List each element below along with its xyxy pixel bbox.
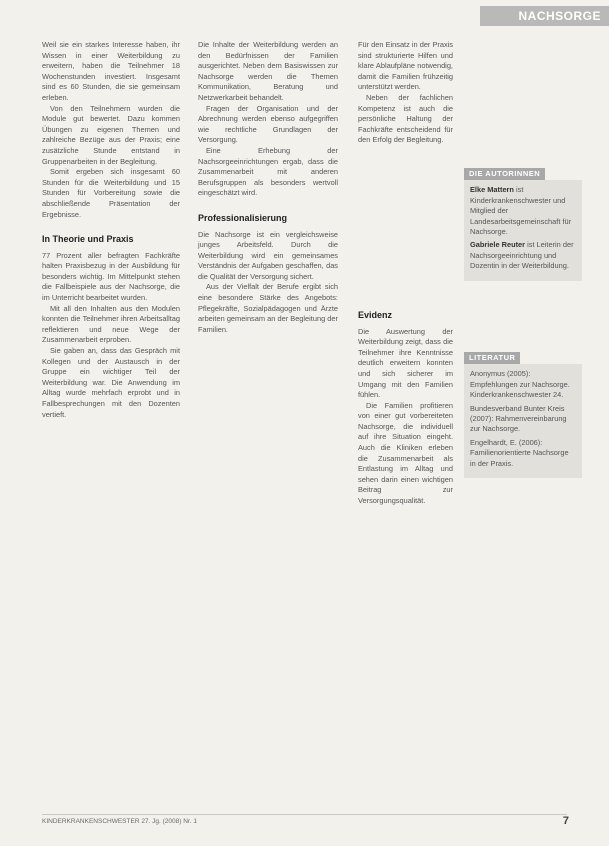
literature-entry: Engelhardt, E. (2006): Familienorientierte Nachsorge in der Praxis. (470, 437, 569, 468)
author-description: ist Leiterin der Nachsorgeeinrichtung und Dozentin in der Weiterbildung. (470, 240, 574, 271)
paragraph: Die Auswertung der Weiterbildung zeigt, dass die Teilnehmer ihre Kenntnisse deutlich erweitern konnten und sich sicherer im Umgang mit den Familien fühlen. (358, 326, 453, 400)
page-number: 7 (562, 815, 569, 827)
section-heading: In Theorie und Praxis (42, 234, 134, 245)
footer-citation: KINDERKRANKENSCHWESTER 27. Jg. (2008) Nr. 1 (42, 818, 197, 825)
section-header-band (480, 6, 609, 26)
section-heading: Evidenz (358, 309, 393, 320)
paragraph: Die Nachsorge ist ein vergleichsweise junges Arbeitsfeld. Durch die Weiterbildung wird ein gemeinsames Verständnis der Aufgaben geschaffen, das die Qualität der Versorgung sichert. (198, 229, 338, 281)
authors-box (464, 168, 582, 281)
authors-content (464, 180, 582, 280)
author-description: ist Kinderkrankenschwester und Mitglied der Landesarbeitsgemeinschaft für Nachsorge. (470, 185, 572, 237)
paragraph: Die Familien profitieren von einer gut vorbereiteten Nachsorge, die individuell auf ihre Situation eingeht. Auch die Kliniken erleben die Zusammenarbeit als Entlastung im Alltag und sehen darin einen wichtigen Beitrag zur Versorgungsqualität. (358, 400, 453, 506)
paragraph: Neben der fachlichen Kompetenz ist auch die persönliche Haltung der Fachkräfte entscheidend für den Erfolg der Begleitung. (358, 92, 453, 145)
sidebar-spacer (358, 146, 453, 296)
author-name: Elke Mattern (470, 185, 514, 195)
paragraph: 77 Prozent aller befragten Fachkräfte halten Praxisbezug in der Ausbildung für besonders wichtig. Im Mittelpunkt stehen die Fallbeispiele aus der Nachsorge, die im Unterricht bearbeitet wurden. (42, 250, 180, 303)
paragraph: Für den Einsatz in der Praxis sind strukturierte Hilfen und klare Ablaufpläne notwendig, damit die Familien frühzeitig unterstützt werden. (358, 40, 453, 92)
column-2 (198, 40, 338, 335)
author-entry (470, 240, 576, 271)
column-1 (42, 40, 180, 420)
author-name: Gabriele Reuter (470, 240, 526, 250)
paragraph: Von den Teilnehmern wurden die Module gut bewertet. Dazu kommen Übungen zu eigenen Themen und zahlreiche Bezüge aus der Praxis; eine zusätzliche Stunde entstand in Gruppenarbeiten in der Begleitung. (42, 103, 180, 166)
paragraph: Eine Erhebung der Nachsorgeeinrichtungen ergab, dass die Zusammenarbeit mit anderen Berufsgruppen als besonders wertvoll eingeschätzt wird. (198, 145, 338, 198)
paragraph: Fragen der Organisation und der Abrechnung werden ebenso aufgegriffen wie rechtliche Grundlagen der Versorgung. (198, 103, 338, 145)
paragraph: Somit ergeben sich insgesamt 60 Stunden für die Weiterbildung und 15 Stunden für Vorbereitung sowie die abschließende Präsentation der Ergebnisse. (42, 167, 180, 219)
footer-divider (42, 814, 567, 815)
paragraph: Weil sie ein starkes Interesse haben, ihr Wissen in einer Weiterbildung zu erweitern, haben die Teilnehmer 18 Wochenstunden investiert. Insgesamt sind es 60 Stunden, die sie gemeinsam erleben. (42, 40, 180, 102)
literature-entry: Anonymus (2005): Empfehlungen zur Nachsorge. Kinderkrankenschwester 24. (470, 369, 570, 400)
literature-box (464, 352, 582, 478)
section-label: NACHSORGE (518, 9, 601, 23)
section-heading: Professionalisierung (198, 212, 288, 223)
authors-heading: DIE AUTORINNEN (464, 168, 545, 180)
literature-content (464, 364, 582, 478)
paragraph: Sie gaben an, dass das Gespräch mit Kollegen und der Austausch in der Gruppe ein wichtiger Teil der Weiterbildung war. Die Anwendung im Alltag wurde mehrfach erprobt und in Fallbesprechungen mit den Dozenten vertieft. (42, 346, 180, 419)
literature-heading: LITERATUR (464, 352, 520, 364)
literature-entry: Bundesverband Bunter Kreis (2007): Rahmenvereinbarung zur Nachsorge. (470, 403, 567, 434)
column-3 (358, 40, 453, 507)
paragraph: Die Inhalte der Weiterbildung werden an den Bedürfnissen der Familien ausgerichtet. Neben dem Basiswissen zur Nachsorge werden die Themen Kommunikation, Beratung und Netzwerkarbeit behandelt. (198, 40, 338, 102)
paragraph: Mit all den Inhalten aus den Modulen konnten die Teilnehmer ihren Arbeitsalltag reflektieren und neue Wege der Zusammenarbeit erproben. (42, 303, 180, 345)
paragraph: Aus der Vielfalt der Berufe ergibt sich eine besondere Stärke des Angebots: Pflegekräfte, Sozialpädagogen und Ärzte arbeiten gemeinsam an der Begleitung der Familien. (198, 282, 338, 334)
author-entry (470, 185, 576, 237)
